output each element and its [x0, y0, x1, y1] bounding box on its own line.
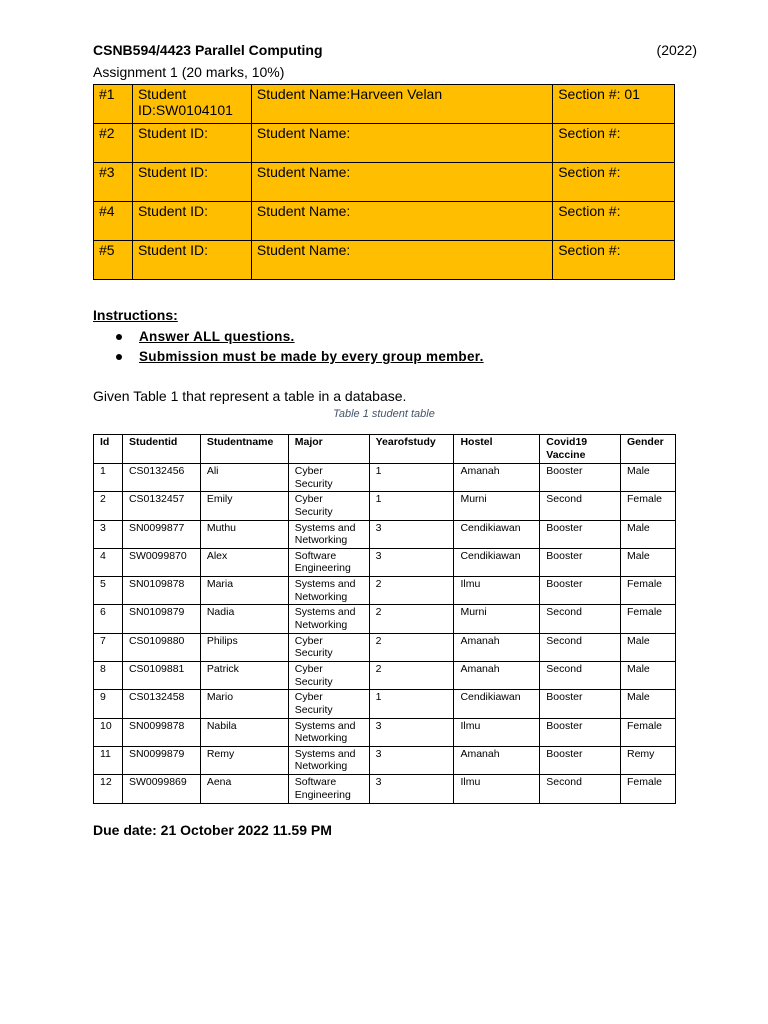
table-cell: 3	[369, 718, 454, 746]
table-cell: Systems and Networking	[288, 605, 369, 633]
table-cell: Second	[540, 662, 621, 690]
assignment-title: Assignment 1 (20 marks, 10%)	[93, 64, 285, 80]
table-cell: Systems and Networking	[288, 718, 369, 746]
table-cell: Male	[620, 690, 675, 718]
table-cell: 11	[94, 746, 123, 774]
table-cell: 3	[369, 775, 454, 803]
table-cell: Cyber Security	[288, 690, 369, 718]
bullet-icon	[116, 334, 122, 340]
table-cell: Nabila	[200, 718, 288, 746]
table-cell: Booster	[540, 718, 621, 746]
table-row	[94, 548, 676, 576]
table-cell: 12	[94, 775, 123, 803]
table-cell: Ilmu	[454, 718, 540, 746]
header	[93, 42, 697, 62]
table-cell: Female	[620, 577, 675, 605]
table-cell: SN0109878	[122, 577, 200, 605]
table-cell: Second	[540, 605, 621, 633]
instruction-item	[93, 327, 484, 347]
instructions-list	[93, 327, 484, 367]
table-cell: Cendikiawan	[454, 690, 540, 718]
table-row	[94, 633, 676, 661]
member-student-id: Student ID:	[132, 241, 251, 280]
group-members-table	[93, 84, 675, 280]
member-number: #5	[94, 241, 133, 280]
member-student-id: Student ID:	[132, 163, 251, 202]
table-cell: Software Engineering	[288, 548, 369, 576]
table-row	[94, 746, 676, 774]
table-cell: Male	[620, 464, 675, 492]
table-cell: Maria	[200, 577, 288, 605]
table-cell: Second	[540, 633, 621, 661]
table-cell: CS0132458	[122, 690, 200, 718]
member-row	[94, 163, 675, 202]
table-cell: 3	[369, 746, 454, 774]
table-cell: Second	[540, 775, 621, 803]
table-cell: CS0132456	[122, 464, 200, 492]
member-number: #1	[94, 85, 133, 124]
table-cell: Cyber Security	[288, 492, 369, 520]
table-cell: CS0109881	[122, 662, 200, 690]
table-cell: Cendikiawan	[454, 548, 540, 576]
table-cell: 3	[94, 520, 123, 548]
table-cell: Systems and Networking	[288, 577, 369, 605]
member-number: #2	[94, 124, 133, 163]
table-cell: 2	[369, 577, 454, 605]
member-number: #3	[94, 163, 133, 202]
table-cell: Mario	[200, 690, 288, 718]
instruction-item	[93, 347, 484, 367]
member-student-id: Student ID:	[132, 124, 251, 163]
column-header: Id	[94, 435, 123, 464]
table-cell: Female	[620, 492, 675, 520]
table-cell: SW0099869	[122, 775, 200, 803]
instruction-text: Submission must be made by every group member.	[139, 349, 484, 364]
table-cell: Female	[620, 775, 675, 803]
table-cell: Remy	[620, 746, 675, 774]
table-cell: SN0099878	[122, 718, 200, 746]
member-student-name: Student Name:	[251, 124, 552, 163]
table-cell: Booster	[540, 548, 621, 576]
column-header: Yearofstudy	[369, 435, 454, 464]
instruction-text: Answer ALL questions.	[139, 329, 295, 344]
table-cell: Aena	[200, 775, 288, 803]
table-row	[94, 690, 676, 718]
student-table	[93, 434, 676, 804]
bullet-icon	[116, 354, 122, 360]
member-student-id: Student ID:SW0104101	[132, 85, 251, 124]
member-student-name: Student Name:	[251, 163, 552, 202]
member-row	[94, 124, 675, 163]
table-cell: 1	[369, 464, 454, 492]
table-cell: 7	[94, 633, 123, 661]
table-cell: SN0099877	[122, 520, 200, 548]
table-cell: CS0132457	[122, 492, 200, 520]
table-cell: Booster	[540, 520, 621, 548]
course-title: CSNB594/4423 Parallel Computing	[93, 42, 323, 58]
member-section: Section #:	[553, 241, 675, 280]
table-cell: 1	[369, 690, 454, 718]
member-student-name: Student Name:Harveen Velan	[251, 85, 552, 124]
table-cell: Booster	[540, 577, 621, 605]
table-cell: Murni	[454, 492, 540, 520]
table-cell: Alex	[200, 548, 288, 576]
table-cell: SW0099870	[122, 548, 200, 576]
table-row	[94, 492, 676, 520]
table-cell: Second	[540, 492, 621, 520]
table-cell: Amanah	[454, 633, 540, 661]
table-cell: 3	[369, 548, 454, 576]
table-cell: Male	[620, 662, 675, 690]
table-cell: Amanah	[454, 746, 540, 774]
table-cell: 2	[369, 633, 454, 661]
table-cell: Philips	[200, 633, 288, 661]
member-student-id: Student ID:	[132, 202, 251, 241]
table-cell: Amanah	[454, 464, 540, 492]
table-header-row	[94, 435, 676, 464]
table-row	[94, 605, 676, 633]
table-cell: Female	[620, 605, 675, 633]
column-header: Gender	[620, 435, 675, 464]
table-cell: 5	[94, 577, 123, 605]
column-header: Studentid	[122, 435, 200, 464]
table-cell: Nadia	[200, 605, 288, 633]
member-section: Section #: 01	[553, 85, 675, 124]
member-section: Section #:	[553, 124, 675, 163]
member-student-name: Student Name:	[251, 202, 552, 241]
table-cell: Male	[620, 548, 675, 576]
table-row	[94, 577, 676, 605]
table-cell: 2	[369, 605, 454, 633]
table-cell: Cyber Security	[288, 662, 369, 690]
table-cell: 4	[94, 548, 123, 576]
table-cell: Booster	[540, 464, 621, 492]
table-cell: SN0109879	[122, 605, 200, 633]
table-cell: Amanah	[454, 662, 540, 690]
instructions-title: Instructions:	[93, 307, 178, 323]
member-student-name: Student Name:	[251, 241, 552, 280]
member-number: #4	[94, 202, 133, 241]
table-cell: 2	[94, 492, 123, 520]
table-cell: Male	[620, 520, 675, 548]
table-cell: Ilmu	[454, 775, 540, 803]
column-header: Studentname	[200, 435, 288, 464]
table-cell: Ali	[200, 464, 288, 492]
table-cell: Female	[620, 718, 675, 746]
table-row	[94, 718, 676, 746]
table-cell: 8	[94, 662, 123, 690]
given-text: Given Table 1 that represent a table in a database.	[93, 388, 407, 404]
table-cell: Cyber Security	[288, 633, 369, 661]
table-cell: 3	[369, 520, 454, 548]
due-date: Due date: 21 October 2022 11.59 PM	[93, 822, 332, 838]
table-cell: Murni	[454, 605, 540, 633]
member-row	[94, 241, 675, 280]
column-header: Covid19 Vaccine	[540, 435, 621, 464]
table-cell: Remy	[200, 746, 288, 774]
table-cell: CS0109880	[122, 633, 200, 661]
member-row	[94, 85, 675, 124]
table-cell: 10	[94, 718, 123, 746]
member-section: Section #:	[553, 202, 675, 241]
table-row	[94, 775, 676, 803]
table-cell: Booster	[540, 746, 621, 774]
table-cell: 1	[94, 464, 123, 492]
table-cell: 6	[94, 605, 123, 633]
table-cell: 9	[94, 690, 123, 718]
table-cell: Systems and Networking	[288, 520, 369, 548]
member-row	[94, 202, 675, 241]
table-cell: Male	[620, 633, 675, 661]
table-row	[94, 464, 676, 492]
column-header: Hostel	[454, 435, 540, 464]
year-label: (2022)	[656, 42, 697, 58]
table-cell: Cyber Security	[288, 464, 369, 492]
column-header: Major	[288, 435, 369, 464]
table-cell: Booster	[540, 690, 621, 718]
member-section: Section #:	[553, 163, 675, 202]
table-cell: Cendikiawan	[454, 520, 540, 548]
table-cell: Systems and Networking	[288, 746, 369, 774]
table-cell: 1	[369, 492, 454, 520]
table-cell: Emily	[200, 492, 288, 520]
table-caption: Table 1 student table	[333, 408, 435, 420]
table-row	[94, 662, 676, 690]
table-cell: Software Engineering	[288, 775, 369, 803]
table-cell: SN0099879	[122, 746, 200, 774]
table-cell: Muthu	[200, 520, 288, 548]
table-row	[94, 520, 676, 548]
table-cell: Patrick	[200, 662, 288, 690]
table-cell: 2	[369, 662, 454, 690]
table-cell: Ilmu	[454, 577, 540, 605]
